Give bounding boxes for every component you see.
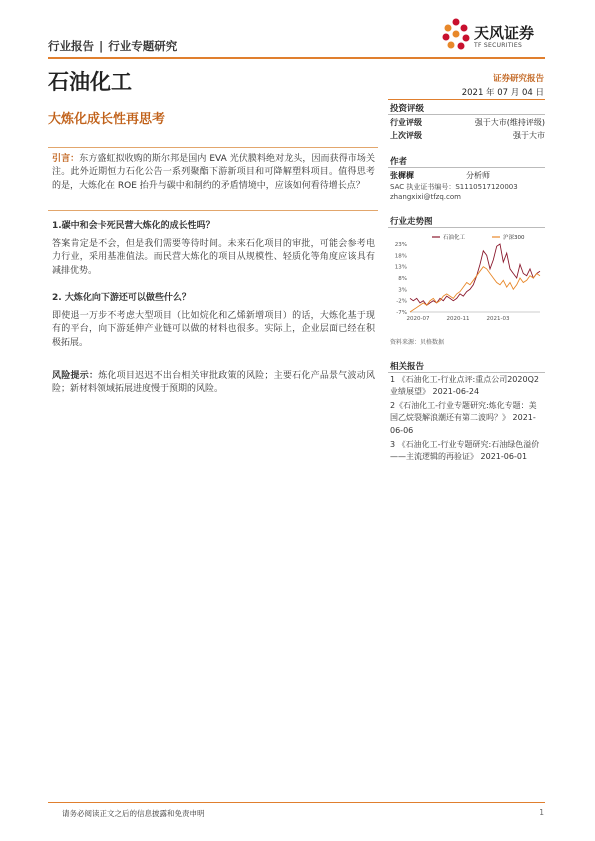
trend-heading: 行业走势图 (390, 217, 433, 227)
sidebar-rule (388, 114, 545, 115)
sidebar-rule (388, 372, 545, 373)
sidebar-rule (388, 227, 545, 228)
rating-row (390, 117, 545, 128)
tag-left: 行业报告 (48, 39, 94, 53)
question-1: 1.碳中和会卡死民营大炼化的成长性吗？ (52, 221, 215, 231)
series-line (410, 267, 540, 312)
y-tick-label: -2% (396, 298, 407, 305)
intro-text: 东方盛虹拟收购的斯尔邦是国内 EVA 光伏膜料绝对龙头，因而获得市场关注。此外近期恒力石化公告一系列聚酯下游新项目和可降解塑料项目。值得思考的是，大炼化在 ROE 抬升与碳中和制约的矛盾情境中，应该如何看待增长点？ (52, 154, 375, 191)
rating-row (390, 130, 545, 141)
page-number: 1 (539, 808, 544, 817)
related-report-2[interactable]: 2《石油化工-行业专题研究:炼化专题：美国乙烷裂解浪潮还有第二波吗？》 2021-06-06 (390, 401, 537, 435)
intro-rule-top (48, 147, 378, 148)
intro-label: 引言： (52, 154, 80, 164)
author-heading: 作者 (390, 157, 408, 167)
report-category (48, 38, 177, 54)
risk-label: 风险提示： (52, 371, 99, 381)
sector-title: 石油化工 (48, 70, 132, 94)
y-tick-label: 8% (398, 276, 407, 282)
answer-2: 即使退一万步不考虑大型项目（比如烷化和乙烯新增项目）的话，大炼化基于现有的平台，向下游延伸产业链可以做的材料也很多。实际上，企业层面已经在积极拓展。 (52, 311, 375, 348)
x-tick-label: 2021-03 (486, 316, 510, 322)
author-sac: SAC 执业证书编号：S1110517120003 (390, 183, 518, 191)
series-line (410, 244, 540, 305)
y-tick-label: 23% (394, 242, 407, 248)
report-title: 大炼化成长性再思考 (48, 112, 166, 127)
related-heading: 相关报告 (390, 362, 425, 372)
header-divider (48, 57, 545, 59)
author-row (390, 170, 490, 181)
y-tick-label: -7% (396, 310, 407, 316)
tf-logo-icon (440, 16, 472, 54)
rating-key: 行业评级 (390, 118, 422, 127)
footer-divider (48, 802, 545, 803)
risk-text: 炼化项目迟迟不出台相关审批政策的风险；主要石化产品景气波动风险；新材料领域拓展进度慢于预期的风险。 (52, 371, 375, 395)
y-tick-label: 18% (394, 253, 407, 260)
sidebar-rule (388, 167, 545, 168)
rating-value: 强于大市(维持评级) (474, 118, 545, 127)
tag-separator: | (99, 39, 104, 53)
y-tick-label: 3% (398, 287, 407, 294)
author-email[interactable]: zhangxixi@tfzq.com (390, 193, 461, 201)
x-tick-label: 2020-11 (446, 316, 470, 322)
industry-trend-chart (390, 232, 545, 327)
intro-paragraph (52, 153, 375, 193)
rating-heading: 投资评级 (390, 104, 425, 114)
legend-label: 石油化工 (443, 235, 466, 241)
related-report-1[interactable]: 1 《石油化工-行业点评:重点公司2020Q2业绩展望》 2021-06-24 (390, 375, 539, 397)
risk-paragraph (52, 370, 375, 397)
author-role: 分析师 (466, 171, 490, 180)
rating-key: 上次评级 (390, 131, 422, 140)
legend-label: 沪深300 (503, 235, 525, 241)
tag-right: 行业专题研究 (108, 39, 178, 53)
report-type: 证券研究报告 (492, 74, 544, 84)
x-tick-label: 2020-07 (406, 316, 430, 322)
chart-source: 资料来源：贝格数据 (390, 339, 445, 346)
sidebar-divider (388, 99, 545, 100)
author-name: 张樨樨 (390, 171, 414, 180)
answer-1: 答案肯定是不会，但是我们需要等待时间。未来石化项目的审批，可能会参考电力行业，采用基准值法。而民营大炼化的项目从规模性、轻质化等角度应该具有减排优势。 (52, 239, 375, 276)
logo-text: 天风证券 (474, 24, 535, 42)
question-2: 2. 大炼化向下游还可以做些什么？ (52, 293, 191, 303)
report-date: 2021 年 07 月 04 日 (461, 88, 544, 98)
y-tick-label: 13% (394, 264, 407, 271)
intro-rule-bottom (48, 210, 378, 211)
logo-subtext: TF SECURITIES (474, 42, 523, 49)
footer-disclaimer: 请务必阅读正文之后的信息披露和免责申明 (62, 809, 205, 818)
rating-value: 强于大市 (513, 131, 545, 140)
related-report-3[interactable]: 3 《石油化工-行业专题研究:石油绿色溢价——主流逻辑的再验证》 2021-06-01 (390, 440, 540, 462)
